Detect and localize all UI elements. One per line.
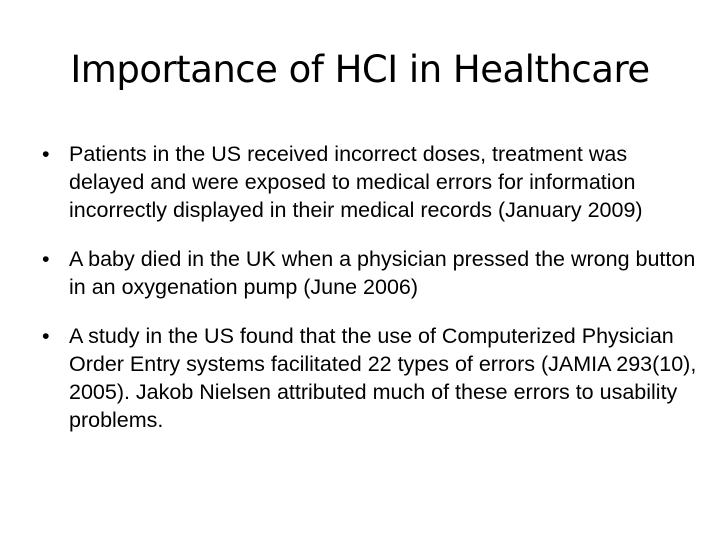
bullet-marker: • bbox=[42, 142, 50, 166]
slide-title: Importance of HCI in Healthcare bbox=[70, 48, 650, 91]
bullet-item-patients-us bbox=[42, 140, 702, 224]
bullet-item-baby-uk bbox=[42, 245, 702, 301]
bullet-text: A study in the US found that the use of Computerized Physician Order Entry systems facilitated 22 types of errors (JAMIA 293(10), 2005). Jakob Nielsen attributed much of these errors to usability problems. bbox=[69, 324, 697, 432]
bullet-list bbox=[42, 140, 702, 455]
bullet-text: Patients in the US received incorrect doses, treatment was delayed and were exposed to medical errors for information incorrectly displayed in their medical records (January 2009) bbox=[69, 142, 643, 222]
bullet-text: A baby died in the UK when a physician pressed the wrong button in an oxygenation pump (June 2006) bbox=[69, 247, 696, 299]
bullet-item-cpoe-study bbox=[42, 322, 702, 434]
bullet-marker: • bbox=[42, 247, 50, 271]
bullet-marker: • bbox=[42, 324, 50, 348]
